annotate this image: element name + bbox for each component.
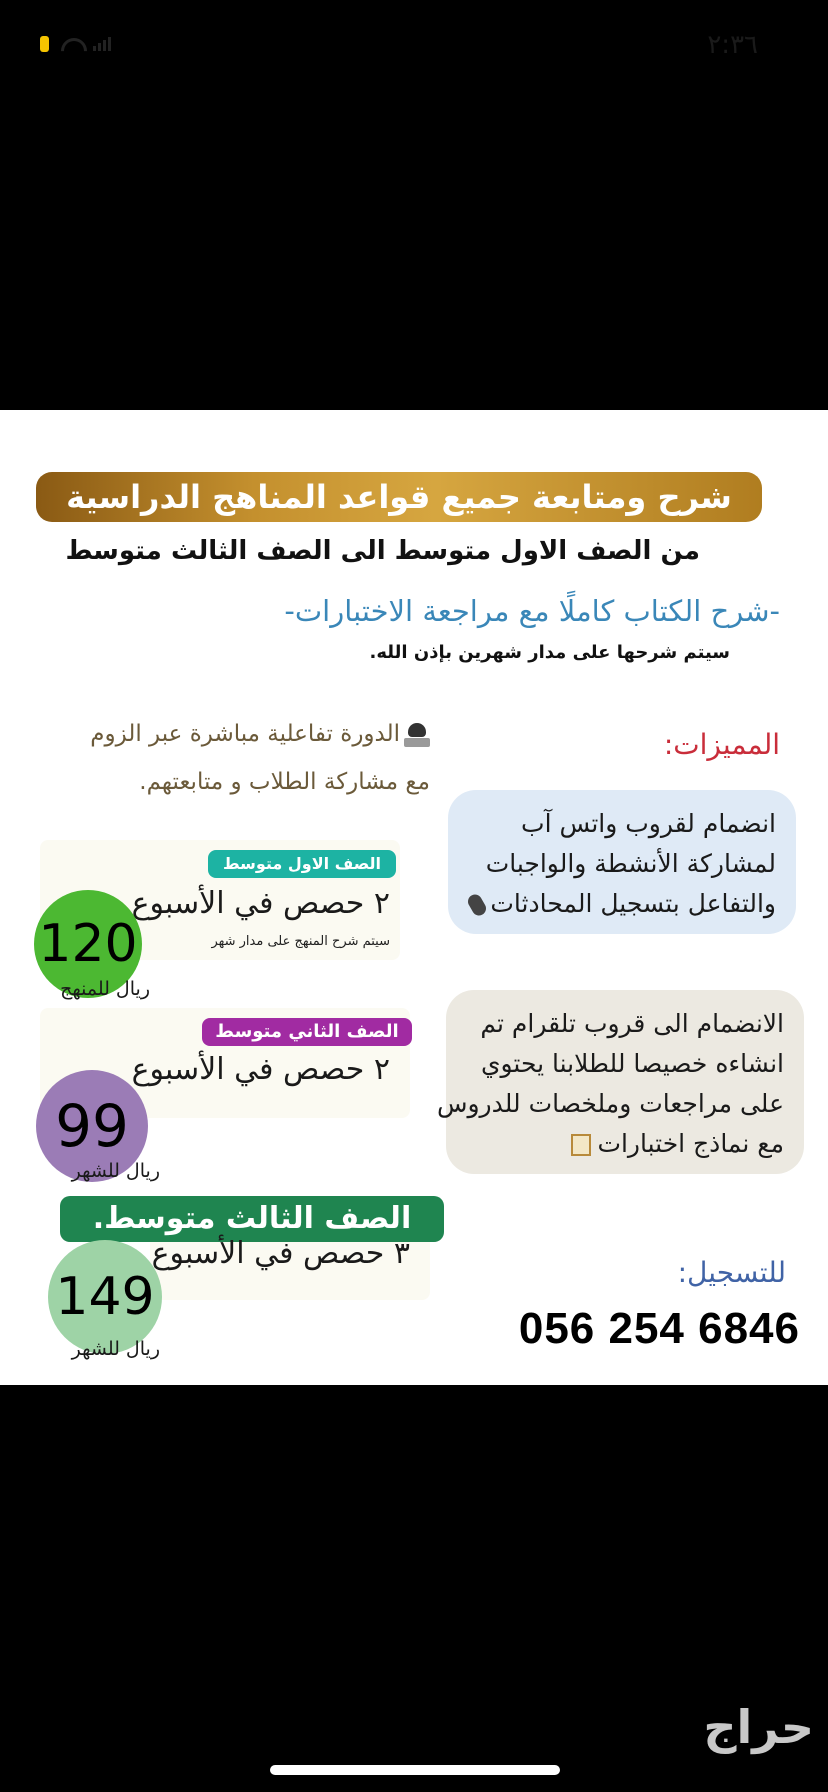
- price-value: 99: [55, 1092, 129, 1160]
- poster-image: [0, 410, 828, 1385]
- wifi-icon: [59, 36, 83, 52]
- price-value: 149: [55, 1267, 155, 1327]
- feature-whatsapp-line: والتفاعل بتسجيل المحادثات: [490, 889, 776, 918]
- price-value: 120: [38, 914, 138, 974]
- feature-telegram-line: على مراجعات وملخصات للدروس: [436, 1089, 784, 1118]
- phone-number[interactable]: 056 254 6846: [518, 1304, 800, 1353]
- feature-whatsapp-line: انضمام لقروب واتس آب: [521, 809, 776, 838]
- grade-badge-third: الصف الثالث متوسط.: [60, 1196, 444, 1242]
- recording-indicator-icon: [40, 36, 49, 52]
- course-note-line2: مع مشاركة الطلاب و متابعتهم.: [139, 769, 430, 795]
- grades-range: من الصف الاول متوسط الى الصف الثالث متوسط: [65, 536, 700, 566]
- period-line: سيتم شرحها على مدار شهرين بإذن الله.: [369, 642, 730, 663]
- home-indicator[interactable]: [270, 1765, 560, 1775]
- poster-title: شرح ومتابعة جميع قواعد المناهج الدراسية: [66, 478, 732, 516]
- book-review-line: -شرح الكتاب كاملًا مع مراجعة الاختبارات-: [284, 594, 780, 628]
- register-label: للتسجيل:: [677, 1256, 786, 1289]
- feature-whatsapp-box: [448, 790, 796, 934]
- price-circle-third: [48, 1240, 162, 1354]
- price-unit-third: ريال للشهر: [71, 1338, 160, 1360]
- price-unit-first: ريال للمنهج: [60, 978, 150, 1000]
- feature-telegram-line: الانضمام الى قروب تلقرام تم: [480, 1009, 784, 1038]
- price-unit-second: ريال للشهر: [71, 1160, 160, 1182]
- title-band: [36, 472, 762, 522]
- status-time: ٢:٣٦: [707, 30, 758, 60]
- status-bar: [0, 0, 828, 100]
- feature-whatsapp-line: لمشاركة الأنشطة والواجبات: [485, 849, 776, 878]
- features-label: المميزات:: [663, 728, 780, 761]
- sessions-second: ٢ حصص في الأسبوع: [131, 1052, 390, 1087]
- course-note-line1: الدورة تفاعلية مباشرة عبر الزوم: [90, 721, 400, 747]
- grade-badge-second: الصف الثاني متوسط: [202, 1018, 412, 1046]
- memo-icon: [571, 1134, 591, 1156]
- feature-telegram-box: [436, 990, 804, 1174]
- feature-telegram-line: انشاءه خصيصا للطلابنا يحتوي: [480, 1049, 784, 1078]
- microphone-icon: [466, 892, 489, 918]
- student-laptop-icon: [404, 723, 430, 747]
- sessions-first: ٢ حصص في الأسبوع: [131, 886, 390, 921]
- feature-telegram-line: مع نماذج اختبارات: [597, 1129, 784, 1158]
- sessions-note-first: سيتم شرح المنهج على مدار شهر: [211, 934, 390, 949]
- course-note: [40, 710, 430, 806]
- sessions-third: ٣ حصص في الأسبوع: [151, 1236, 410, 1271]
- grade-badge-first: الصف الاول متوسط: [208, 850, 396, 878]
- haraj-watermark: حراج: [703, 1700, 814, 1754]
- status-icons: [40, 36, 111, 52]
- signal-icon: [93, 37, 111, 51]
